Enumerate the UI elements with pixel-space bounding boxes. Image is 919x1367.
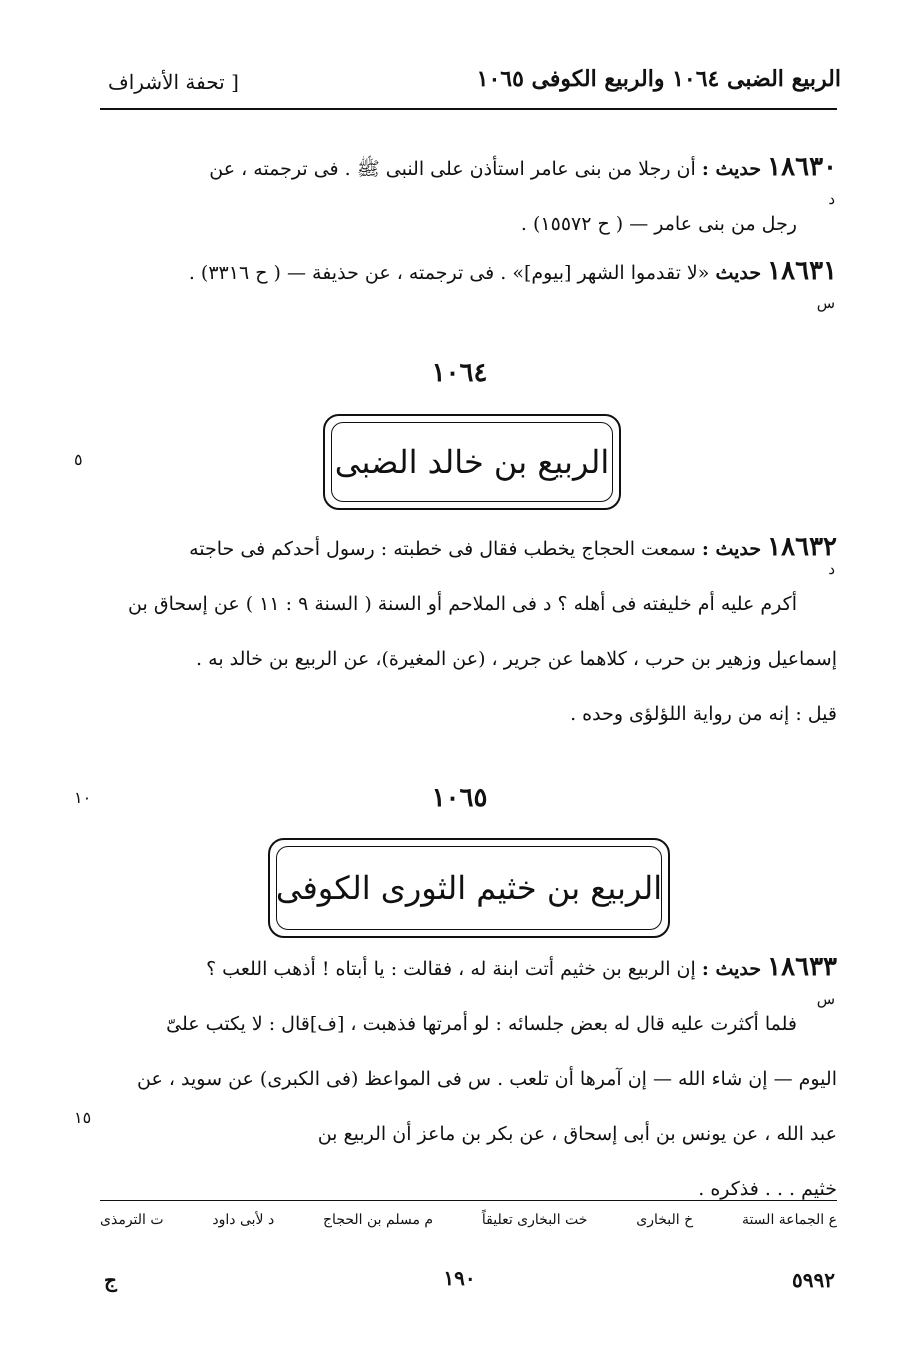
entry-text: قيل : إنه من رواية اللؤلؤى وحده .: [570, 703, 837, 725]
footnote-rule: [100, 1200, 837, 1201]
margin-line-number: ١٠: [74, 788, 92, 807]
section-number: ١٠٦٤: [431, 358, 488, 388]
margin-line-number: ١٥: [74, 1108, 92, 1127]
signature-letter: ج: [104, 1268, 117, 1292]
entry-number: ١٨٦٣١: [767, 256, 837, 286]
entry-text: أن رجلا من بنى عامر استأذن على النبى ﷺ . فى ترجمته ، عن: [209, 158, 696, 180]
entry-18633: [105, 940, 837, 1217]
entry-18631: [105, 244, 837, 301]
entry-keyword: حديث :: [701, 158, 762, 180]
entry-text: خثيم . . . فذكره .: [698, 1178, 837, 1200]
entry-18632: [105, 520, 837, 742]
abbreviation-legend: [100, 1212, 837, 1228]
source-letter: د: [828, 190, 835, 208]
legend-item: د لأبى داود: [212, 1212, 275, 1228]
book-title: [ تحفة الأشراف: [108, 70, 239, 94]
entry-number: ١٨٦٣٠: [767, 152, 837, 182]
entry-text: «لا تقدموا الشهر [بيوم]» . فى ترجمته ، عن حذيفة — ( ح ٣٣١٦) .: [188, 262, 710, 284]
legend-item: خت البخارى تعليقاً: [481, 1212, 588, 1228]
entry-keyword: حديث: [715, 262, 762, 284]
margin-line-number: ٥: [74, 450, 83, 469]
entry-text: إسماعيل وزهير بن حرب ، كلاهما عن جرير ، (عن المغيرة)، عن الربيع بن خالد به .: [196, 648, 837, 670]
legend-item: خ البخارى: [636, 1212, 694, 1228]
entry-text: سمعت الحجاج يخطب فقال فى خطبته : رسول أحدكم فى حاجته: [189, 538, 696, 560]
source-letter: س: [816, 990, 835, 1008]
section-number: ١٠٦٥: [431, 783, 488, 813]
legend-item: م مسلم بن الحجاج: [323, 1212, 434, 1228]
section-title: الربيع بن خثيم الثورى الكوفى: [275, 869, 663, 907]
source-letter: س: [816, 294, 835, 312]
legend-item: ت الترمذى: [100, 1212, 164, 1228]
page-number: ١٩٠: [443, 1266, 476, 1290]
volume-page-number: ٥٩٩٢: [792, 1268, 835, 1292]
section-title-box: [323, 414, 621, 510]
section-title-box: [268, 838, 670, 938]
entry-text: إن الربيع بن خثيم أتت ابنة له ، فقالت : يا أبتاه ! أذهب اللعب ؟: [206, 958, 696, 980]
entry-text: عبد الله ، عن يونس بن أبى إسحاق ، عن بكر بن ماعز أن الربيع بن: [317, 1123, 837, 1145]
entry-number: ١٨٦٣٢: [767, 532, 837, 562]
entry-keyword: حديث :: [701, 538, 762, 560]
legend-item: ع الجماعة الستة: [741, 1212, 837, 1228]
entry-text: اليوم — إن شاء الله — إن آمرها أن تلعب . س فى المواعظ (فى الكبرى) عن سويد ، عن: [137, 1068, 837, 1090]
entry-text: رجل من بنى عامر — ( ح ١٥٥٧٢) .: [520, 213, 797, 235]
entry-18630: [105, 140, 837, 252]
header-rule: [100, 108, 837, 110]
entry-text: أكرم عليه أم خليفته فى أهله ؟ د فى الملاحم أو السنة ( السنة ٩ : ١١ ) عن إسحاق بن: [128, 593, 797, 615]
entry-keyword: حديث :: [701, 958, 762, 980]
running-title: الربيع الضبى ١٠٦٤ والربيع الكوفى ١٠٦٥: [476, 66, 841, 92]
section-title: الربيع بن خالد الضبى: [334, 443, 610, 481]
entry-text: فلما أكثرت عليه قال له بعض جلسائه : لو أمرتها فذهبت ، [ف]قال : لا يكتب علىّ: [166, 1013, 797, 1035]
entry-number: ١٨٦٣٣: [767, 952, 837, 982]
source-letter: د: [828, 560, 835, 578]
